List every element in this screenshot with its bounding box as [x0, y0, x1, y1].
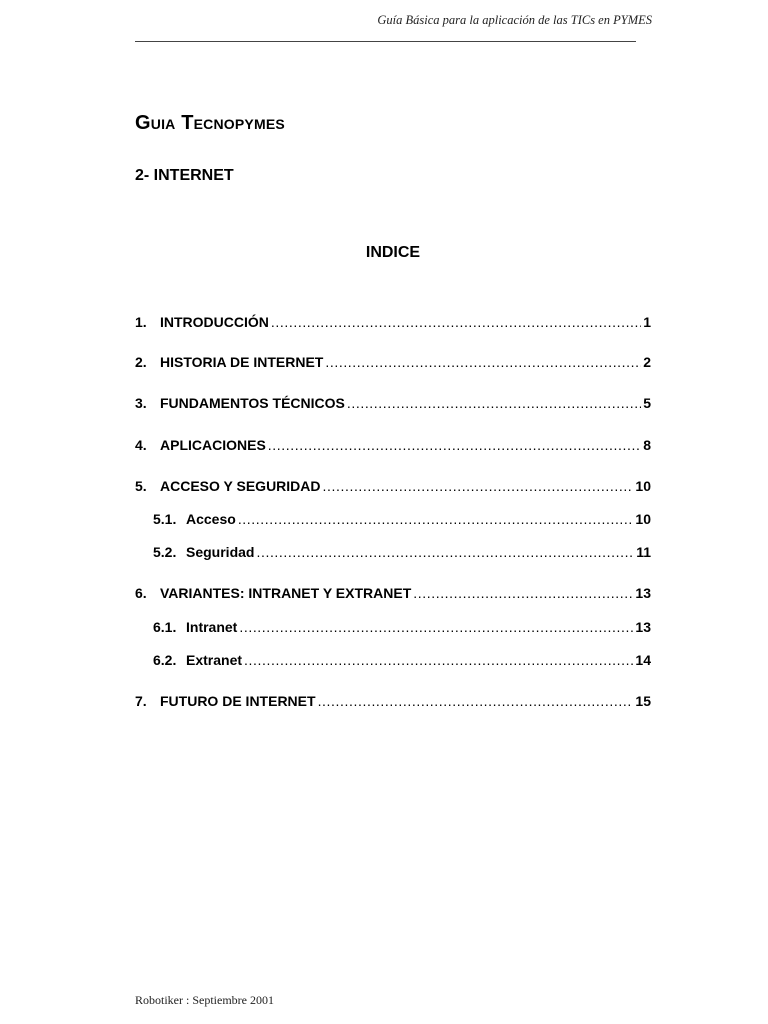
toc-entry-label: INTRODUCCIÓN: [160, 314, 269, 330]
toc-page-number: 11: [636, 544, 651, 560]
toc-entry-acceso-seguridad[interactable]: [135, 478, 651, 496]
toc-entry-number: 7.: [135, 693, 147, 709]
toc-entry-number: 5.: [135, 478, 147, 494]
toc-entry-extranet[interactable]: [153, 652, 651, 670]
toc-entry-fundamentos[interactable]: [135, 395, 651, 413]
running-header: Guía Básica para la aplicación de las TICs en PYMES: [377, 13, 652, 27]
toc-page-number: 1: [643, 314, 651, 330]
toc-page-number: 2: [643, 354, 651, 370]
document-title: Guia Tecnopymes: [135, 112, 285, 134]
toc-dot-leader: [325, 354, 641, 370]
toc-entry-label: Extranet: [186, 652, 243, 668]
toc-entry-number: 5.1.: [153, 511, 177, 527]
index-heading: INDICE: [365, 244, 421, 261]
toc-page-number: 10: [635, 511, 651, 527]
toc-entry-variantes[interactable]: [135, 585, 651, 603]
toc-dot-leader: [268, 437, 641, 453]
toc-entry-historia[interactable]: [135, 354, 651, 372]
toc-dot-leader: [347, 395, 641, 411]
toc-dot-leader: [413, 585, 633, 601]
toc-page-number: 5: [643, 395, 651, 411]
toc-entry-aplicaciones[interactable]: [135, 437, 651, 455]
toc-dot-leader: [238, 511, 634, 527]
toc-entry-label: HISTORIA DE INTERNET: [160, 354, 324, 370]
toc-entry-number: 2.: [135, 354, 147, 370]
toc-entry-number: 6.: [135, 585, 147, 601]
toc-entry-label: APLICACIONES: [160, 437, 266, 453]
toc-entry-intranet[interactable]: [153, 619, 651, 637]
toc-dot-leader: [239, 619, 633, 635]
toc-page-number: 14: [635, 652, 651, 668]
toc-entry-label: FUNDAMENTOS TÉCNICOS: [160, 395, 345, 411]
toc-entry-number: 1.: [135, 314, 147, 330]
toc-dot-leader: [318, 693, 634, 709]
page-footer: Robotiker : Septiembre 2001: [135, 993, 274, 1007]
toc-entry-label: Acceso: [186, 511, 236, 527]
toc-entry-number: 6.1.: [153, 619, 177, 635]
toc-entry-label: ACCESO Y SEGURIDAD: [160, 478, 321, 494]
toc-entry-number: 3.: [135, 395, 147, 411]
toc-entry-introduccion[interactable]: [135, 314, 651, 332]
toc-dot-leader: [244, 652, 633, 668]
toc-page-number: 13: [635, 619, 651, 635]
toc-entry-acceso[interactable]: [153, 511, 651, 529]
toc-entry-seguridad[interactable]: [153, 544, 651, 562]
toc-entry-number: 4.: [135, 437, 147, 453]
toc-entry-label: FUTURO DE INTERNET: [160, 693, 316, 709]
toc-page-number: 10: [635, 478, 651, 494]
toc-entry-label: Seguridad: [186, 544, 255, 560]
toc-entry-number: 5.2.: [153, 544, 177, 560]
toc-page-number: 15: [635, 693, 651, 709]
toc-entry-label: VARIANTES: INTRANET Y EXTRANET: [160, 585, 412, 601]
toc-page-number: 8: [643, 437, 651, 453]
section-title: 2- INTERNET: [135, 167, 234, 184]
toc-dot-leader: [271, 314, 641, 330]
toc-entry-number: 6.2.: [153, 652, 177, 668]
toc-entry-label: Intranet: [186, 619, 238, 635]
toc-dot-leader: [256, 544, 634, 560]
toc-dot-leader: [323, 478, 634, 494]
toc-page-number: 13: [635, 585, 651, 601]
toc-entry-futuro[interactable]: [135, 693, 651, 711]
table-of-contents: [135, 0, 651, 1024]
